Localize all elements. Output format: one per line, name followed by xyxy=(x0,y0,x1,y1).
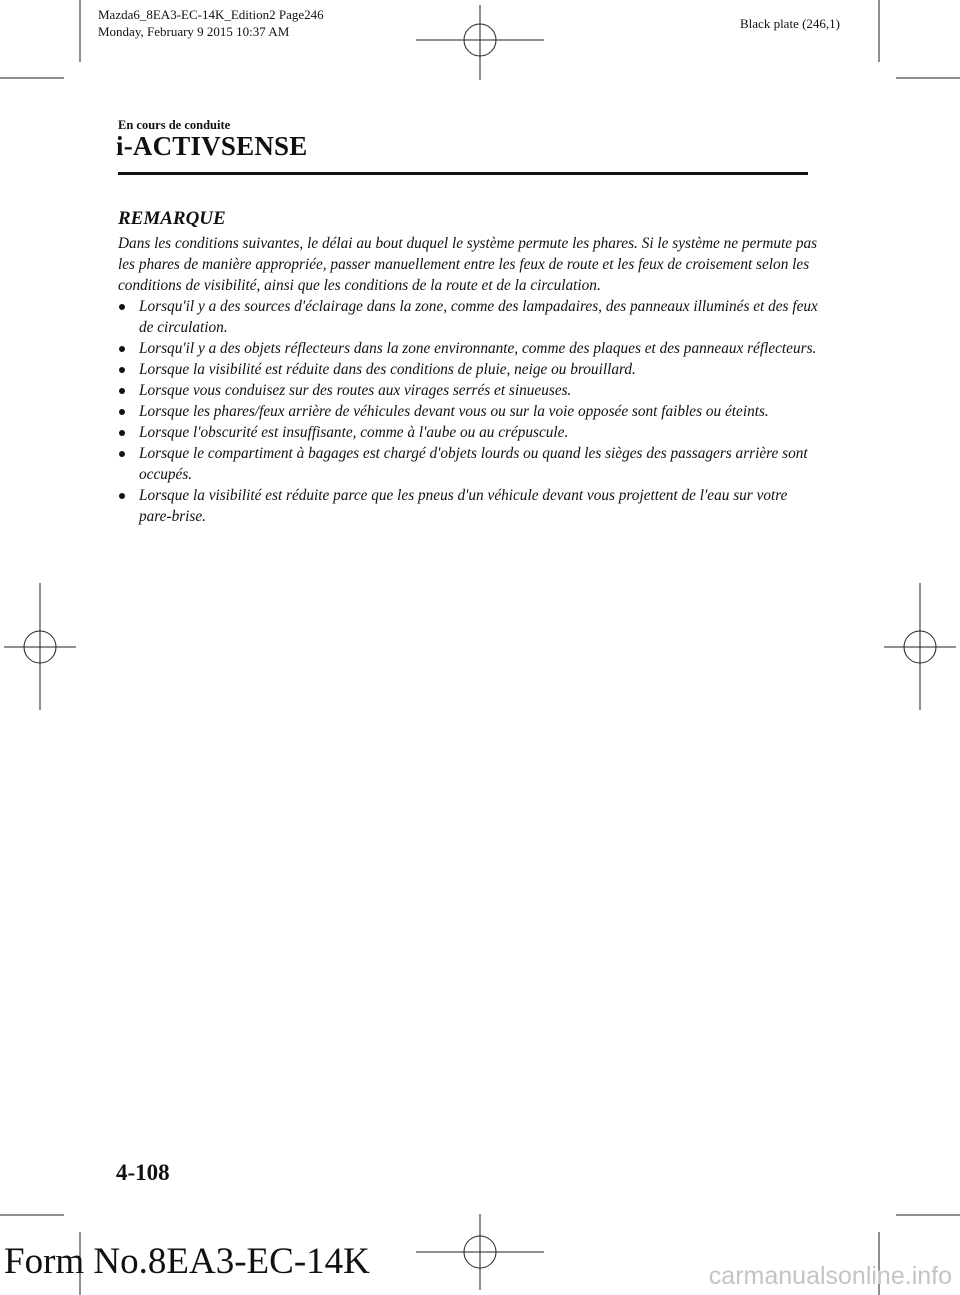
list-item-text: Lorsque le compartiment à bagages est chargé d'objets lourds ou quand les sièges des passagers arrière sont occupés. xyxy=(139,445,808,483)
list-item-text: Lorsque la visibilité est réduite parce que les pneus d'un véhicule devant vous projettent de l'eau sur votre pare-brise. xyxy=(139,487,788,525)
list-item xyxy=(118,296,818,338)
print-date-line: Monday, February 9 2015 10:37 AM xyxy=(98,24,290,39)
list-item xyxy=(118,422,818,443)
list-item-text: Lorsqu'il y a des objets réflecteurs dans la zone environnante, comme des plaques et des panneaux réflecteurs. xyxy=(139,340,817,357)
list-item-text: Lorsque la visibilité est réduite dans des conditions de pluie, neige ou brouillard. xyxy=(139,361,636,378)
list-item xyxy=(118,359,818,380)
plate-label: Black plate (246,1) xyxy=(740,16,840,31)
list-item-text: Lorsqu'il y a des sources d'éclairage dans la zone, comme des lampadaires, des panneaux illuminés et des feux de circulation. xyxy=(139,298,818,336)
list-item-text: Lorsque vous conduisez sur des routes aux virages serrés et sinueuses. xyxy=(139,382,572,399)
chapter-heading: En cours de conduite xyxy=(118,118,231,132)
bullet-icon xyxy=(119,451,125,457)
list-item-text: Lorsque l'obscurité est insuffisante, comme à l'aube ou au crépuscule. xyxy=(139,424,569,441)
section-title: i-ACTIVSENSE xyxy=(116,131,308,161)
title-divider xyxy=(118,172,808,175)
file-name-line: Mazda6_8EA3-EC-14K_Edition2 Page246 xyxy=(98,7,324,22)
list-item xyxy=(118,485,818,527)
print-header-meta xyxy=(98,6,324,40)
list-item-text: Lorsque les phares/feux arrière de véhicules devant vous ou sur la voie opposée sont faibles ou éteints. xyxy=(139,403,769,420)
watermark: carmanualsonline.info xyxy=(708,1262,952,1290)
bullet-icon xyxy=(119,304,125,310)
bullet-icon xyxy=(119,409,125,415)
bullet-icon xyxy=(119,430,125,436)
bullet-icon xyxy=(119,493,125,499)
bullet-icon xyxy=(119,388,125,394)
list-item xyxy=(118,380,818,401)
condition-list xyxy=(118,296,818,527)
list-item xyxy=(118,401,818,422)
bullet-icon xyxy=(119,367,125,373)
list-item xyxy=(118,338,818,359)
form-number: Form No.8EA3-EC-14K xyxy=(4,1241,370,1282)
bullet-icon xyxy=(119,346,125,352)
page-number: 4-108 xyxy=(116,1160,170,1185)
note-intro: Dans les conditions suivantes, le délai au bout duquel le système permute les phares. Si le système ne permute pas les phares de manière appropriée, passer manuellement entre les feux de route et les feux de croisement selon les conditions de visibilité, ainsi que les conditions de la route et de la circulation. xyxy=(118,235,818,294)
note-block xyxy=(118,207,818,527)
list-item xyxy=(118,443,818,485)
note-heading: REMARQUE xyxy=(118,208,226,229)
